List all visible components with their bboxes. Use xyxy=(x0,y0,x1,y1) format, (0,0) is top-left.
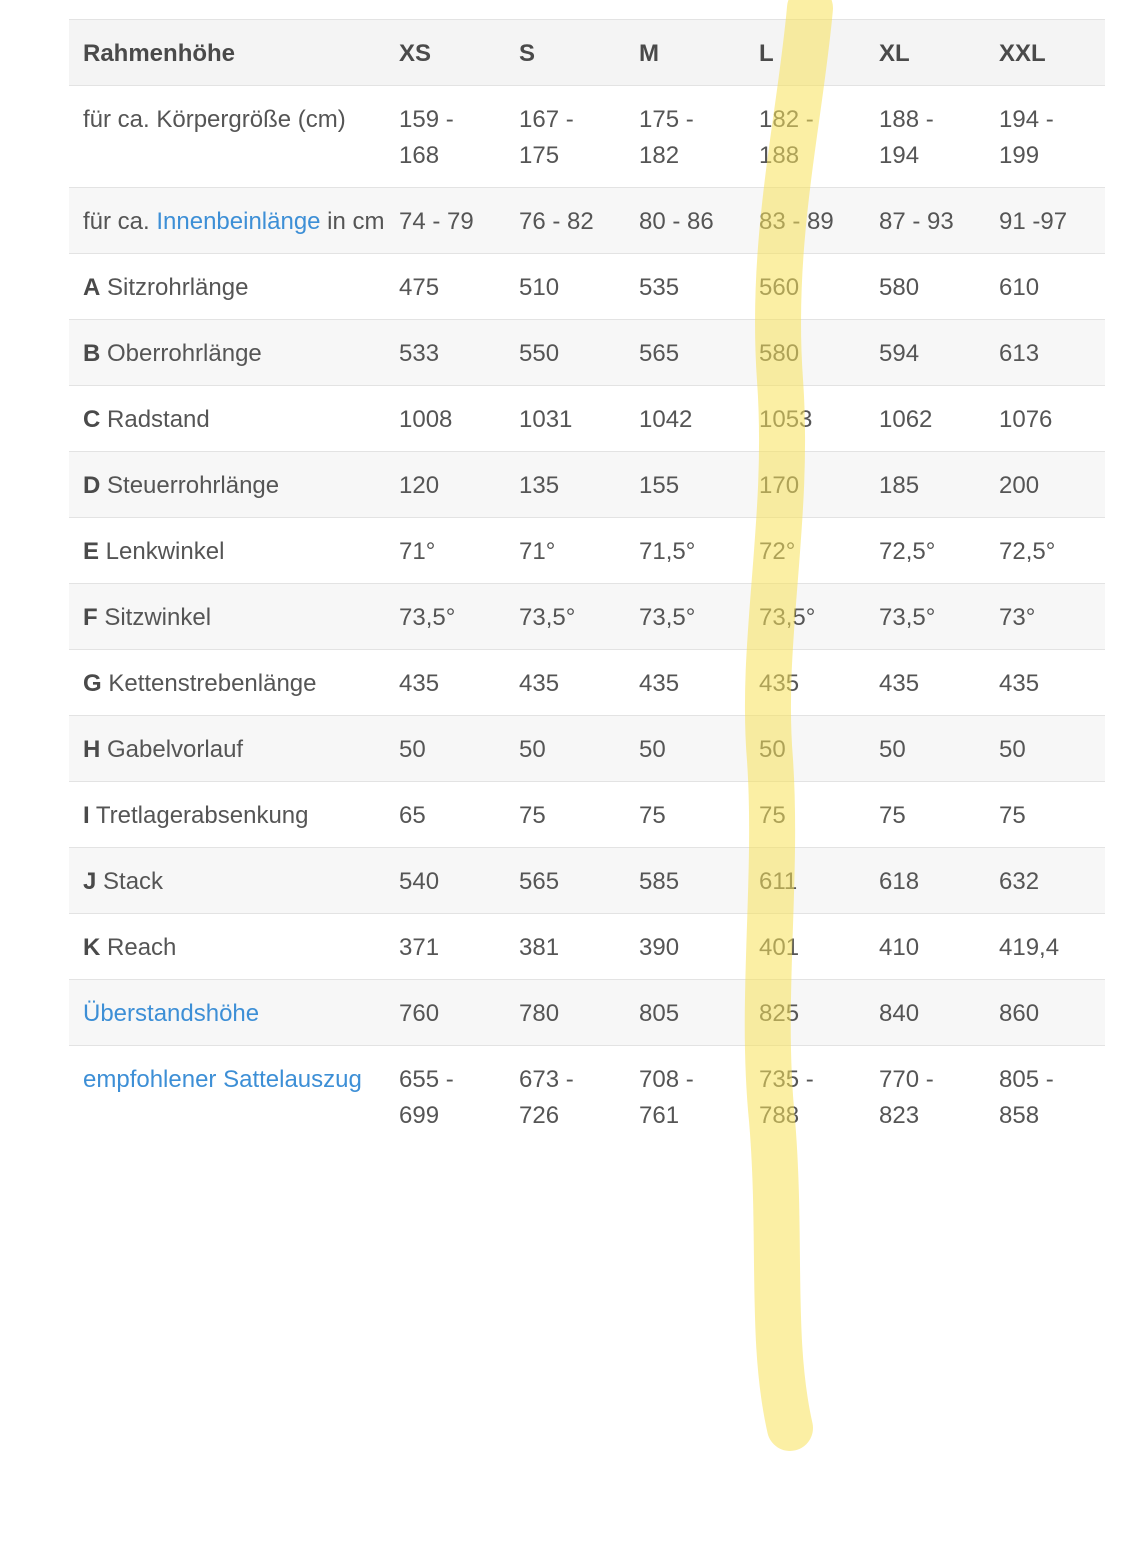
cell-s: 565 xyxy=(505,848,625,914)
row-label-text: Kettenstrebenlänge xyxy=(101,670,317,697)
cell-m: 80 - 86 xyxy=(625,188,745,254)
table-row xyxy=(69,188,1105,254)
cell-xl: 87 - 93 xyxy=(865,188,985,254)
cell-xs: 159 - 168 xyxy=(385,86,505,188)
table-row xyxy=(69,254,1105,320)
cell-xs: 371 xyxy=(385,914,505,980)
cell-xl: 185 xyxy=(865,452,985,518)
row-letter: K xyxy=(83,934,101,961)
cell-m: 535 xyxy=(625,254,745,320)
row-label xyxy=(69,86,385,188)
cell-xl: 72,5° xyxy=(865,518,985,584)
table-row xyxy=(69,518,1105,584)
cell-l: 182 - 188 xyxy=(745,86,865,188)
cell-xl: 188 - 194 xyxy=(865,86,985,188)
cell-xs: 540 xyxy=(385,848,505,914)
cell-xs: 475 xyxy=(385,254,505,320)
cell-xs: 533 xyxy=(385,320,505,386)
frame-size-table xyxy=(69,19,1105,1154)
header-size-s: S xyxy=(505,20,625,86)
cell-xxl: 91 -97 xyxy=(985,188,1105,254)
cell-xs: 74 - 79 xyxy=(385,188,505,254)
cell-s: 550 xyxy=(505,320,625,386)
cell-s: 780 xyxy=(505,980,625,1046)
cell-s: 71° xyxy=(505,518,625,584)
table-row xyxy=(69,320,1105,386)
cell-m: 73,5° xyxy=(625,584,745,650)
cell-xxl: 200 xyxy=(985,452,1105,518)
cell-xs: 120 xyxy=(385,452,505,518)
row-label xyxy=(69,254,385,320)
row-label xyxy=(69,386,385,452)
row-label-text: Stack xyxy=(96,868,164,895)
cell-xxl: 194 - 199 xyxy=(985,86,1105,188)
cell-xl: 594 xyxy=(865,320,985,386)
cell-xxl: 610 xyxy=(985,254,1105,320)
cell-xs: 73,5° xyxy=(385,584,505,650)
cell-s: 75 xyxy=(505,782,625,848)
cell-s: 76 - 82 xyxy=(505,188,625,254)
cell-l: 735 - 788 xyxy=(759,1066,814,1129)
row-label xyxy=(69,716,385,782)
cell-m: 1042 xyxy=(625,386,745,452)
cell-l: 83 - 89 xyxy=(745,188,865,254)
cell-xxl: 860 xyxy=(985,980,1105,1046)
cell-xl: 580 xyxy=(865,254,985,320)
cell-xxl: 1076 xyxy=(985,386,1105,452)
cell-s: 135 xyxy=(505,452,625,518)
cell-xxl: 75 xyxy=(985,782,1105,848)
cell-l: 50 xyxy=(745,716,865,782)
cell-m: 71,5° xyxy=(625,518,745,584)
cell-s: 50 xyxy=(505,716,625,782)
table-header-row xyxy=(69,20,1105,86)
row-label-text: Oberrohrlänge xyxy=(100,340,262,367)
cell-xl: 840 xyxy=(865,980,985,1046)
cell-l: 72° xyxy=(745,518,865,584)
header-size-xs: XS xyxy=(385,20,505,86)
row-letter: H xyxy=(83,736,101,763)
table-row xyxy=(69,782,1105,848)
cell-m: 50 xyxy=(625,716,745,782)
cell-xl: 75 xyxy=(865,782,985,848)
row-label xyxy=(69,782,385,848)
cell-m: 565 xyxy=(625,320,745,386)
row-label-text: Radstand xyxy=(100,406,210,433)
row-label-prefix: für ca. xyxy=(83,208,157,235)
cell-xl: 770 - 823 xyxy=(879,1066,934,1129)
cell-m: 708 - 761 xyxy=(639,1066,694,1129)
row-label xyxy=(69,980,385,1046)
cell-s: 673 - 726 xyxy=(519,1066,574,1129)
row-letter: C xyxy=(83,406,101,433)
inseam-length-link[interactable]: Innenbeinlänge xyxy=(156,208,321,235)
cell-s: 73,5° xyxy=(505,584,625,650)
cell-xs: 760 xyxy=(385,980,505,1046)
row-label-text: Steuerrohrlänge xyxy=(100,472,280,499)
cell-xxl: 613 xyxy=(985,320,1105,386)
row-label xyxy=(69,914,385,980)
row-label-text: Tretlagerabsenkung xyxy=(89,802,309,829)
cell-xxl: 435 xyxy=(985,650,1105,716)
table-row xyxy=(69,386,1105,452)
cell-xs: 435 xyxy=(385,650,505,716)
row-letter: B xyxy=(83,340,101,367)
cell-xs: 655 - 699 xyxy=(399,1066,454,1129)
row-label-text: Sitzrohrlänge xyxy=(100,274,249,301)
cell-xs: 1008 xyxy=(385,386,505,452)
table-row xyxy=(69,452,1105,518)
cell-s: 381 xyxy=(505,914,625,980)
cell-xl: 618 xyxy=(865,848,985,914)
cell-l: 75 xyxy=(745,782,865,848)
cell-l: 560 xyxy=(745,254,865,320)
standover-height-link[interactable]: Überstandshöhe xyxy=(83,1000,260,1027)
cell-s: 167 - 175 xyxy=(505,86,625,188)
row-letter: A xyxy=(83,274,101,301)
row-letter: G xyxy=(83,670,102,697)
row-label-text: für ca. Körpergröße (cm) xyxy=(83,106,346,133)
cell-l: 825 xyxy=(745,980,865,1046)
cell-m: 390 xyxy=(625,914,745,980)
cell-m: 805 xyxy=(625,980,745,1046)
cell-l: 1053 xyxy=(745,386,865,452)
cell-xxl: 419,4 xyxy=(985,914,1105,980)
cell-xxl: 805 - 858 xyxy=(999,1066,1054,1129)
header-frame-height: Rahmenhöhe xyxy=(69,20,385,86)
cell-xs: 65 xyxy=(385,782,505,848)
cell-xxl: 73° xyxy=(985,584,1105,650)
row-label-text: Gabelvorlauf xyxy=(100,736,244,763)
row-label xyxy=(69,650,385,716)
table-row xyxy=(69,584,1105,650)
cell-xl: 1062 xyxy=(865,386,985,452)
cell-l: 435 xyxy=(745,650,865,716)
row-label xyxy=(69,1046,385,1155)
cell-s: 510 xyxy=(505,254,625,320)
cell-m: 435 xyxy=(625,650,745,716)
row-label xyxy=(69,584,385,650)
row-letter: E xyxy=(83,538,100,565)
cell-m: 155 xyxy=(625,452,745,518)
row-letter: F xyxy=(83,604,98,631)
cell-s: 435 xyxy=(505,650,625,716)
cell-xl: 435 xyxy=(865,650,985,716)
header-size-l: L xyxy=(745,20,865,86)
cell-l: 401 xyxy=(745,914,865,980)
row-label xyxy=(69,320,385,386)
row-label-suffix: in cm xyxy=(320,208,385,235)
cell-l: 580 xyxy=(745,320,865,386)
row-label xyxy=(69,518,385,584)
table-row xyxy=(69,86,1105,188)
cell-m: 585 xyxy=(625,848,745,914)
row-label-text: Lenkwinkel xyxy=(99,538,225,565)
row-letter: D xyxy=(83,472,101,499)
cell-xs: 71° xyxy=(385,518,505,584)
cell-xl: 50 xyxy=(865,716,985,782)
cell-xl: 410 xyxy=(865,914,985,980)
table-row xyxy=(69,848,1105,914)
row-label xyxy=(69,848,385,914)
cell-s: 1031 xyxy=(505,386,625,452)
header-size-xxl: XXL xyxy=(985,20,1105,86)
cell-m: 75 xyxy=(625,782,745,848)
row-label-text: Reach xyxy=(100,934,177,961)
cell-l: 73,5° xyxy=(745,584,865,650)
table-row xyxy=(69,716,1105,782)
cell-l: 611 xyxy=(745,848,865,914)
row-letter: I xyxy=(83,802,90,829)
cell-xxl: 50 xyxy=(985,716,1105,782)
header-size-m: M xyxy=(625,20,745,86)
cell-xl: 73,5° xyxy=(865,584,985,650)
row-label xyxy=(69,452,385,518)
row-label xyxy=(69,188,385,254)
table-row xyxy=(69,1046,1105,1155)
row-label-text: Sitzwinkel xyxy=(97,604,212,631)
cell-l: 170 xyxy=(745,452,865,518)
header-size-xl: XL xyxy=(865,20,985,86)
saddle-extension-link[interactable]: empfohlener Sattelauszug xyxy=(83,1066,362,1093)
table-row xyxy=(69,914,1105,980)
table-row xyxy=(69,650,1105,716)
cell-xs: 50 xyxy=(385,716,505,782)
cell-xxl: 632 xyxy=(985,848,1105,914)
row-letter: J xyxy=(83,868,97,895)
table-row xyxy=(69,980,1105,1046)
cell-m: 175 - 182 xyxy=(625,86,745,188)
cell-xxl: 72,5° xyxy=(985,518,1105,584)
